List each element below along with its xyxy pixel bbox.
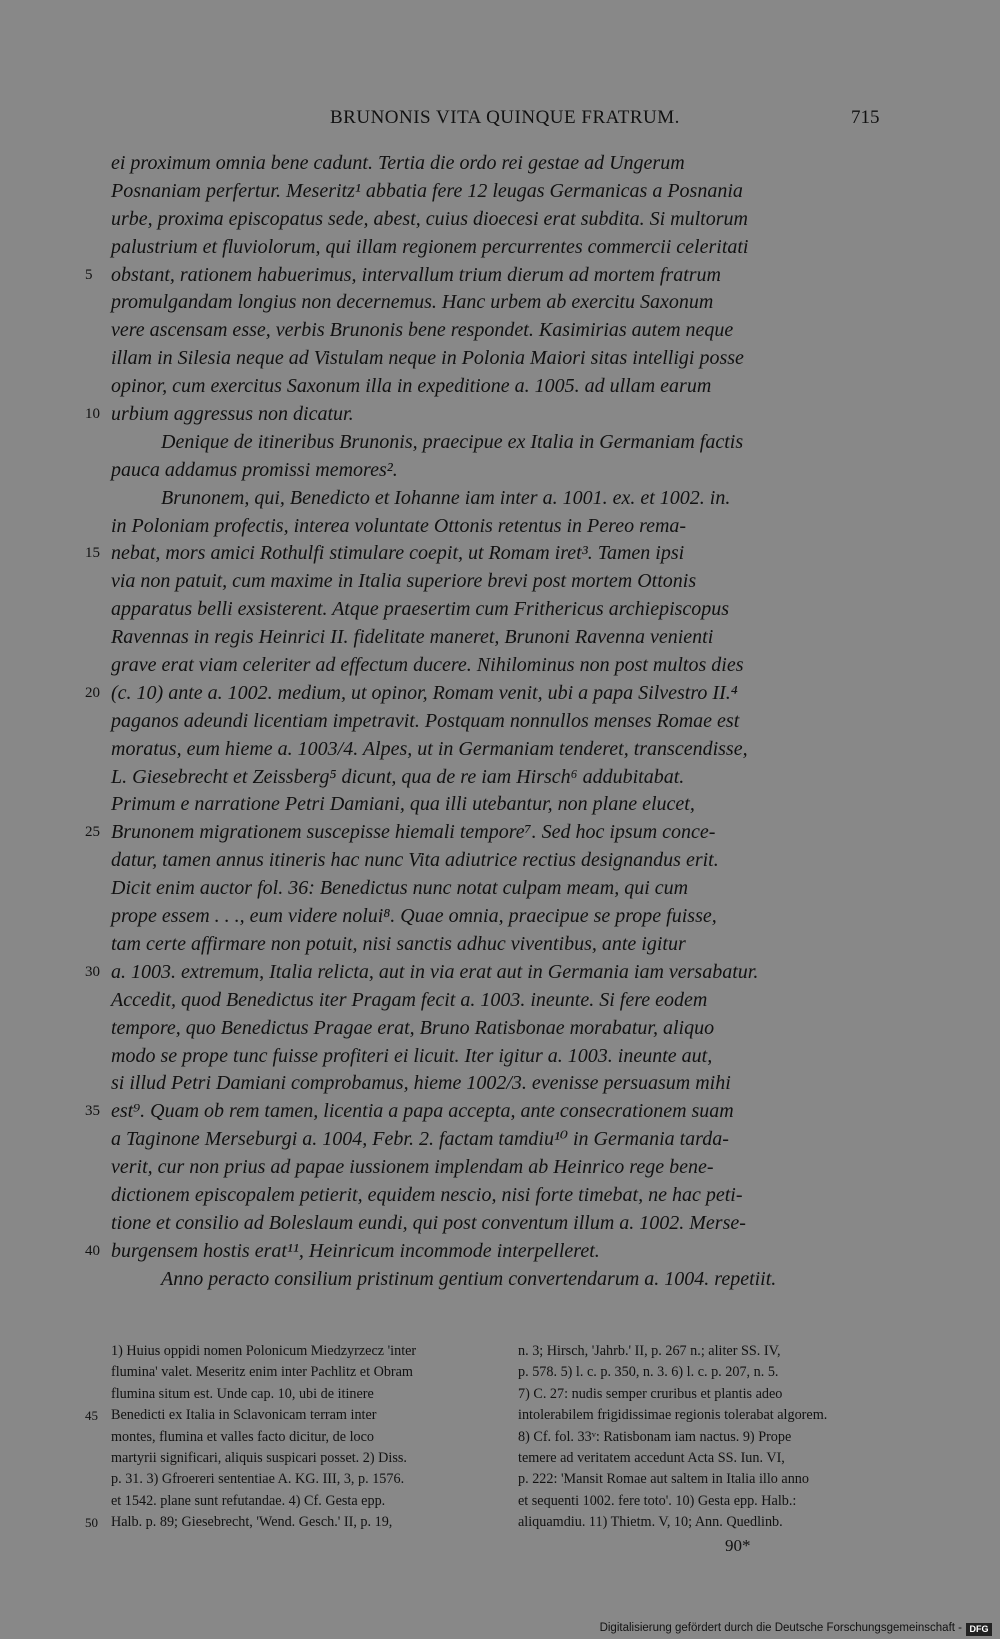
- line-number: 5: [85, 266, 93, 283]
- text-line: [85, 1210, 915, 1238]
- text-line: [85, 178, 915, 206]
- text-line: [85, 764, 915, 792]
- footnote-left-column: flumina situm est. Unde cap. 10, ubi de itinere: [111, 1385, 374, 1402]
- line-text: a. 1003. extremum, Italia relicta, aut in via erat aut in Germania iam versabatur.: [111, 960, 759, 983]
- footnote-left-column: martyrii significari, aliquis suspicari posset. 2) Diss.: [111, 1449, 407, 1466]
- line-text: tam certe affirmare non potuit, nisi sanctis adhuc viventibus, ante igitur: [111, 932, 686, 955]
- text-line: [85, 987, 915, 1015]
- running-head: BRUNONIS VITA QUINQUE FRATRUM.: [330, 107, 680, 128]
- footnote-left-column: et 1542. plane sunt refutandae. 4) Cf. Gesta epp.: [111, 1492, 386, 1509]
- text-line: [85, 457, 915, 485]
- line-text: apparatus belli exsisterent. Atque praesertim cum Frithericus archiepiscopus: [111, 598, 730, 621]
- text-line: [85, 1182, 915, 1210]
- text-line: [85, 317, 915, 345]
- text-line: [85, 1238, 915, 1266]
- text-line: [85, 206, 915, 234]
- footnote-right-column: intolerabilem frigidissimae regionis tolerabat algorem.: [518, 1407, 828, 1424]
- text-line: [85, 708, 915, 736]
- line-number: 35: [85, 1103, 100, 1120]
- line-text: Accedit, quod Benedictus iter Pragam fecit a. 1003. ineunte. Si fere eodem: [111, 988, 708, 1011]
- text-line: [85, 345, 915, 373]
- digitization-bar: [0, 1621, 1000, 1639]
- line-text: modo se prope tunc fuisse profiteri ei licuit. Iter igitur a. 1003. ineunte aut,: [111, 1044, 713, 1067]
- text-line: [85, 959, 915, 987]
- line-text: Primum e narratione Petri Damiani, qua illi utebantur, non plane elucet,: [111, 793, 695, 816]
- text-line: [85, 513, 915, 541]
- text-line: [85, 1043, 915, 1071]
- line-text: (c. 10) ante a. 1002. medium, ut opinor, Romam venit, ubi a papa Silvestro II.⁴: [111, 681, 738, 704]
- text-line: [85, 819, 915, 847]
- text-line: [85, 1070, 915, 1098]
- line-text: est⁹. Quam ob rem tamen, licentia a papa accepta, ante consecrationem suam: [111, 1100, 734, 1123]
- line-number: 45: [85, 1408, 98, 1424]
- text-line: [85, 568, 915, 596]
- line-text: promulgandam longius non decernemus. Hanc urbem ab exercitu Saxonum: [111, 291, 714, 314]
- line-text: urbe, proxima episcopatus sede, abest, cuius dioecesi erat subdita. Si multorum: [111, 207, 748, 230]
- line-number: 25: [85, 824, 100, 841]
- text-line: [85, 791, 915, 819]
- text-line: [85, 1015, 915, 1043]
- text-line: [85, 1154, 915, 1182]
- line-text: nebat, mors amici Rothulfi stimulare coepit, ut Romam iret³. Tamen ipsi: [111, 542, 685, 565]
- line-number: 20: [85, 684, 100, 701]
- line-text: palustrium et fluviolorum, qui illam regionem percurrentes commercii celeritati: [111, 235, 749, 258]
- text-line: [85, 262, 915, 290]
- line-text: Brunonem, qui, Benedicto et Iohanne iam inter a. 1001. ex. et 1002. in.: [161, 486, 731, 509]
- line-text: urbium aggressus non dicatur.: [111, 403, 354, 426]
- line-text: moratus, eum hieme a. 1003/4. Alpes, ut in Germaniam tenderet, transcendisse,: [111, 737, 748, 760]
- line-text: si illud Petri Damiani comprobamus, hieme 1002/3. evenisse persuasum mihi: [111, 1072, 731, 1095]
- line-text: grave erat viam celeriter ad effectum ducere. Nihilominus non post multos dies: [111, 654, 744, 677]
- page-number: 715: [851, 107, 880, 128]
- footnote-left-column: 1) Huius oppidi nomen Polonicum Miedzyrzecz 'inter: [111, 1343, 417, 1359]
- text-line: [85, 429, 915, 457]
- footnote-right-column: p. 578. 5) l. c. p. 350, n. 3. 6) l. c. p. 207, n. 5.: [518, 1364, 779, 1381]
- text-line: [85, 875, 915, 903]
- footnote-left-column: p. 31. 3) Gfroereri sententiae A. KG. III, 3, p. 1576.: [111, 1471, 405, 1488]
- line-text: via non patuit, cum maxime in Italia superiore brevi post mortem Ottonis: [111, 570, 697, 593]
- text-line: [85, 624, 915, 652]
- text-line: [85, 540, 915, 568]
- line-number: 50: [85, 1515, 98, 1531]
- line-text: Ravennas in regis Heinrici II. fidelitate maneret, Brunoni Ravenna venienti: [111, 626, 714, 649]
- text-line: [85, 652, 915, 680]
- footnote-row: [85, 1491, 915, 1512]
- text-line: [85, 485, 915, 513]
- line-text: ei proximum omnia bene cadunt. Tertia die ordo rei gestae ad Ungerum: [111, 152, 685, 174]
- line-text: Anno peracto consilium pristinum gentium convertendarum a. 1004. repetiit.: [161, 1267, 777, 1290]
- text-line: [85, 1266, 915, 1294]
- footnote-right-column: et sequenti 1002. fere toto'. 10) Gesta epp. Halb.:: [518, 1492, 797, 1509]
- footnote-row: [85, 1448, 915, 1469]
- text-line: [85, 903, 915, 931]
- text-line: [85, 847, 915, 875]
- footnote-right-column: 8) Cf. fol. 33ᵛ: Ratisbonam iam nactus. 9) Prope: [518, 1428, 792, 1445]
- signature-mark: 90*: [725, 1536, 751, 1555]
- footnote-row: [85, 1469, 915, 1490]
- line-text: pauca addamus promissi memores².: [111, 458, 398, 481]
- footnote-right-column: 7) C. 27: nudis semper cruribus et plantis adeo: [518, 1385, 783, 1402]
- line-text: dictionem episcopalem petierit, equidem nescio, nisi forte timebat, ne hac peti-: [111, 1183, 743, 1206]
- footnote-left-column: Benedicti ex Italia in Sclavonicam terram inter: [111, 1407, 377, 1424]
- line-text: obstant, rationem habuerimus, intervallum trium dierum ad mortem fratrum: [111, 263, 721, 286]
- text-line: [85, 289, 915, 317]
- text-line: [85, 680, 915, 708]
- line-text: burgensem hostis erat¹¹, Heinricum incommode interpelleret.: [111, 1239, 600, 1262]
- line-text: paganos adeundi licentiam impetravit. Postquam nonnullos menses Romae est: [111, 709, 740, 732]
- line-text: L. Giesebrecht et Zeissberg⁵ dicunt, qua de re iam Hirsch⁶ addubitabat.: [111, 765, 685, 788]
- line-text: Dicit enim auctor fol. 36: Benedictus nunc notat culpam meam, qui cum: [111, 877, 689, 900]
- line-text: verit, cur non prius ad papae iussionem implendam ab Heinrico rege bene-: [111, 1156, 714, 1179]
- text-line: [85, 401, 915, 429]
- line-text: tione et consilio ad Boleslaum eundi, qui post conventum illum a. 1002. Merse-: [111, 1211, 746, 1234]
- text-line: [85, 1098, 915, 1126]
- text-line: [85, 736, 915, 764]
- footnote-left-column: montes, flumina et valles facto dicitur, de loco: [111, 1428, 375, 1445]
- line-text: opinor, cum exercitus Saxonum illa in expeditione a. 1005. ad ullam earum: [111, 375, 712, 398]
- line-text: tempore, quo Benedictus Pragae erat, Bruno Ratisbonae morabatur, aliquo: [111, 1016, 715, 1039]
- footnote-left-column: Halb. p. 89; Giesebrecht, 'Wend. Gesch.' II, p. 19,: [111, 1514, 393, 1531]
- line-text: Brunonem migrationem suscepisse hiemali tempore⁷. Sed hoc ipsum conce-: [111, 821, 716, 844]
- footnotes: [85, 1341, 915, 1534]
- footnote-right-column: n. 3; Hirsch, 'Jahrb.' II, p. 267 n.; aliter SS. IV,: [518, 1343, 781, 1359]
- footnote-row: [85, 1427, 915, 1448]
- footnote-row: [85, 1512, 915, 1533]
- line-text: in Poloniam profectis, interea voluntate Ottonis retentus in Pereo rema-: [111, 514, 687, 537]
- line-number: 30: [85, 963, 100, 980]
- dfg-logo-icon: DFG: [966, 1623, 992, 1636]
- footnote-row: [85, 1405, 915, 1426]
- footnote-left-column: flumina' valet. Meseritz enim inter Pachlitz et Obram: [111, 1364, 413, 1381]
- line-number: 40: [85, 1242, 100, 1259]
- main-text: [85, 150, 915, 1294]
- line-text: Posnaniam perfertur. Meseritz¹ abbatia fere 12 leugas Germanicas a Posnania: [111, 179, 743, 202]
- line-text: a Taginone Merseburgi a. 1004, Febr. 2. factam tamdiu¹⁰ in Germania tarda-: [111, 1128, 729, 1151]
- line-number: 10: [85, 406, 100, 423]
- text-line: [85, 373, 915, 401]
- line-text: prope essem . . ., eum videre nolui⁸. Quae omnia, praecipue se prope fuisse,: [111, 905, 717, 928]
- line-text: vere ascensam esse, verbis Brunonis bene respondet. Kasimirias autem neque: [111, 319, 734, 342]
- text-line: [85, 234, 915, 262]
- line-text: datur, tamen annus itineris hac nunc Vita adiutrice rectius designandus erit.: [111, 849, 719, 872]
- line-text: Denique de itineribus Brunonis, praecipue ex Italia in Germaniam factis: [161, 430, 744, 453]
- footnote-row: [85, 1384, 915, 1405]
- footnote-right-column: p. 222: 'Mansit Romae aut saltem in Italia illo anno: [518, 1471, 809, 1488]
- footnote-right-column: temere ad veritatem accedunt Acta SS. Iun. VI,: [518, 1449, 785, 1466]
- text-line: [85, 596, 915, 624]
- text-line: [85, 1126, 915, 1154]
- footnote-right-column: aliquamdiu. 11) Thietm. V, 10; Ann. Quedlinb.: [518, 1514, 783, 1531]
- digitization-credit: Digitalisierung gefördert durch die Deutsche Forschungsgemeinschaft -: [599, 1622, 962, 1634]
- page-header: [0, 105, 1000, 135]
- line-number: 15: [85, 545, 100, 562]
- footnote-row: [85, 1362, 915, 1383]
- line-text: illam in Silesia neque ad Vistulam neque in Polonia Maiori sitas intelligi posse: [111, 347, 744, 370]
- footnote-row: [85, 1341, 915, 1362]
- text-line: [85, 150, 915, 178]
- text-line: [85, 931, 915, 959]
